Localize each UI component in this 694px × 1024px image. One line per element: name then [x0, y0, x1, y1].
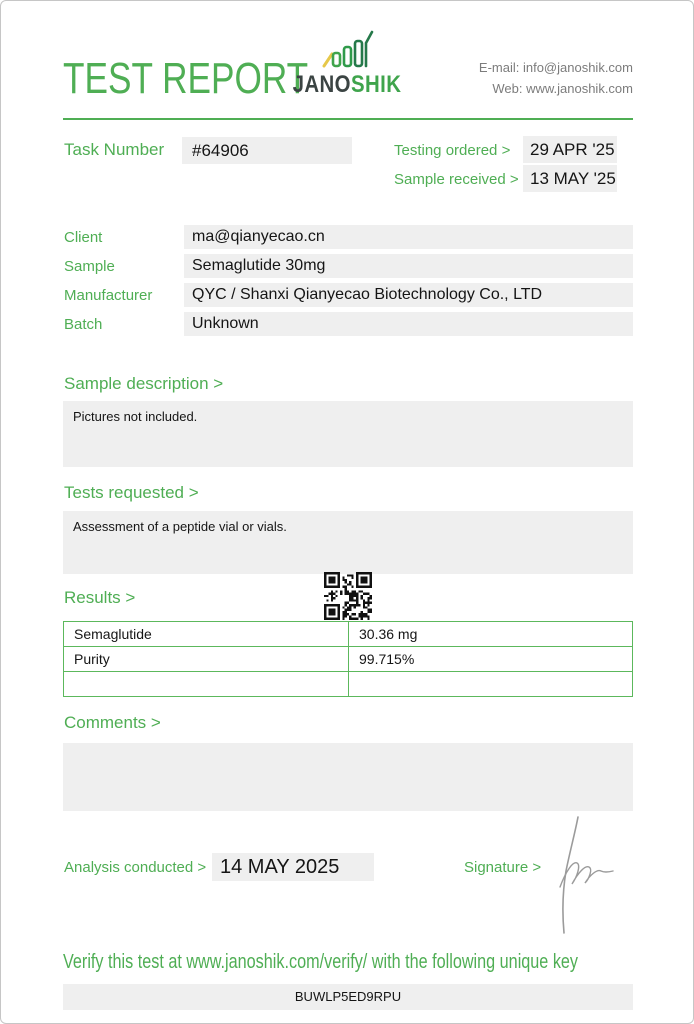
manufacturer-label: Manufacturer [64, 287, 153, 304]
table-row [64, 672, 633, 697]
results-heading: Results > [64, 588, 136, 607]
contact-email: E-mail: info@janoshik.com [478, 60, 633, 75]
client-value: ma@qianyecao.cn [184, 225, 633, 249]
results-table [63, 621, 633, 697]
table-row [64, 622, 633, 647]
qr-code [324, 572, 372, 620]
batch-value: Unknown [184, 312, 633, 336]
comments-box [63, 743, 633, 811]
testing-ordered-label: Testing ordered > [394, 142, 511, 159]
analysis-conducted-date: 14 MAY 2025 [212, 853, 374, 881]
logo-wordmark-green: SHIK [350, 71, 402, 98]
sample-value: Semaglutide 30mg [184, 254, 633, 278]
logo-wordmark-dark: JANO [292, 71, 351, 98]
task-number-value: #64906 [182, 137, 352, 164]
verify-text: Verify this test at www.janoshik.com/verify/ with the following unique key [63, 951, 579, 973]
contact-web: Web: www.janoshik.com [492, 81, 633, 96]
signature-image [551, 813, 621, 942]
batch-label: Batch [64, 316, 103, 333]
sample-received-date: 13 MAY '25 [523, 165, 617, 192]
result-name: Semaglutide [64, 622, 349, 647]
sample-received-label: Sample received > [394, 171, 519, 188]
result-name: Purity [64, 647, 349, 672]
tests-requested-heading: Tests requested > [64, 483, 199, 502]
analysis-conducted-label: Analysis conducted > [64, 859, 207, 876]
result-value: 99.715% [349, 647, 633, 672]
testing-ordered-date: 29 APR '25 [523, 136, 617, 163]
client-label: Client [64, 229, 103, 246]
task-number-label: Task Number [64, 140, 165, 159]
header-divider [63, 118, 633, 120]
unique-key: BUWLP5ED9RPU [63, 984, 633, 1010]
contact-info [479, 57, 633, 99]
manufacturer-value: QYC / Shanxi Qianyecao Biotechnology Co., LTD [184, 283, 633, 307]
signature-label: Signature > [464, 859, 542, 876]
page-title: TEST REPORT [63, 54, 309, 103]
result-value: 30.36 mg [349, 622, 633, 647]
sample-label: Sample [64, 258, 115, 275]
logo-chart-icon [319, 29, 377, 76]
comments-heading: Comments > [64, 713, 161, 732]
sample-description-heading: Sample description > [64, 374, 224, 393]
result-value [349, 672, 633, 697]
result-name [64, 672, 349, 697]
table-row [64, 647, 633, 672]
sample-description-box: Pictures not included. [63, 401, 633, 467]
tests-requested-box: Assessment of a peptide vial or vials. [63, 511, 633, 574]
